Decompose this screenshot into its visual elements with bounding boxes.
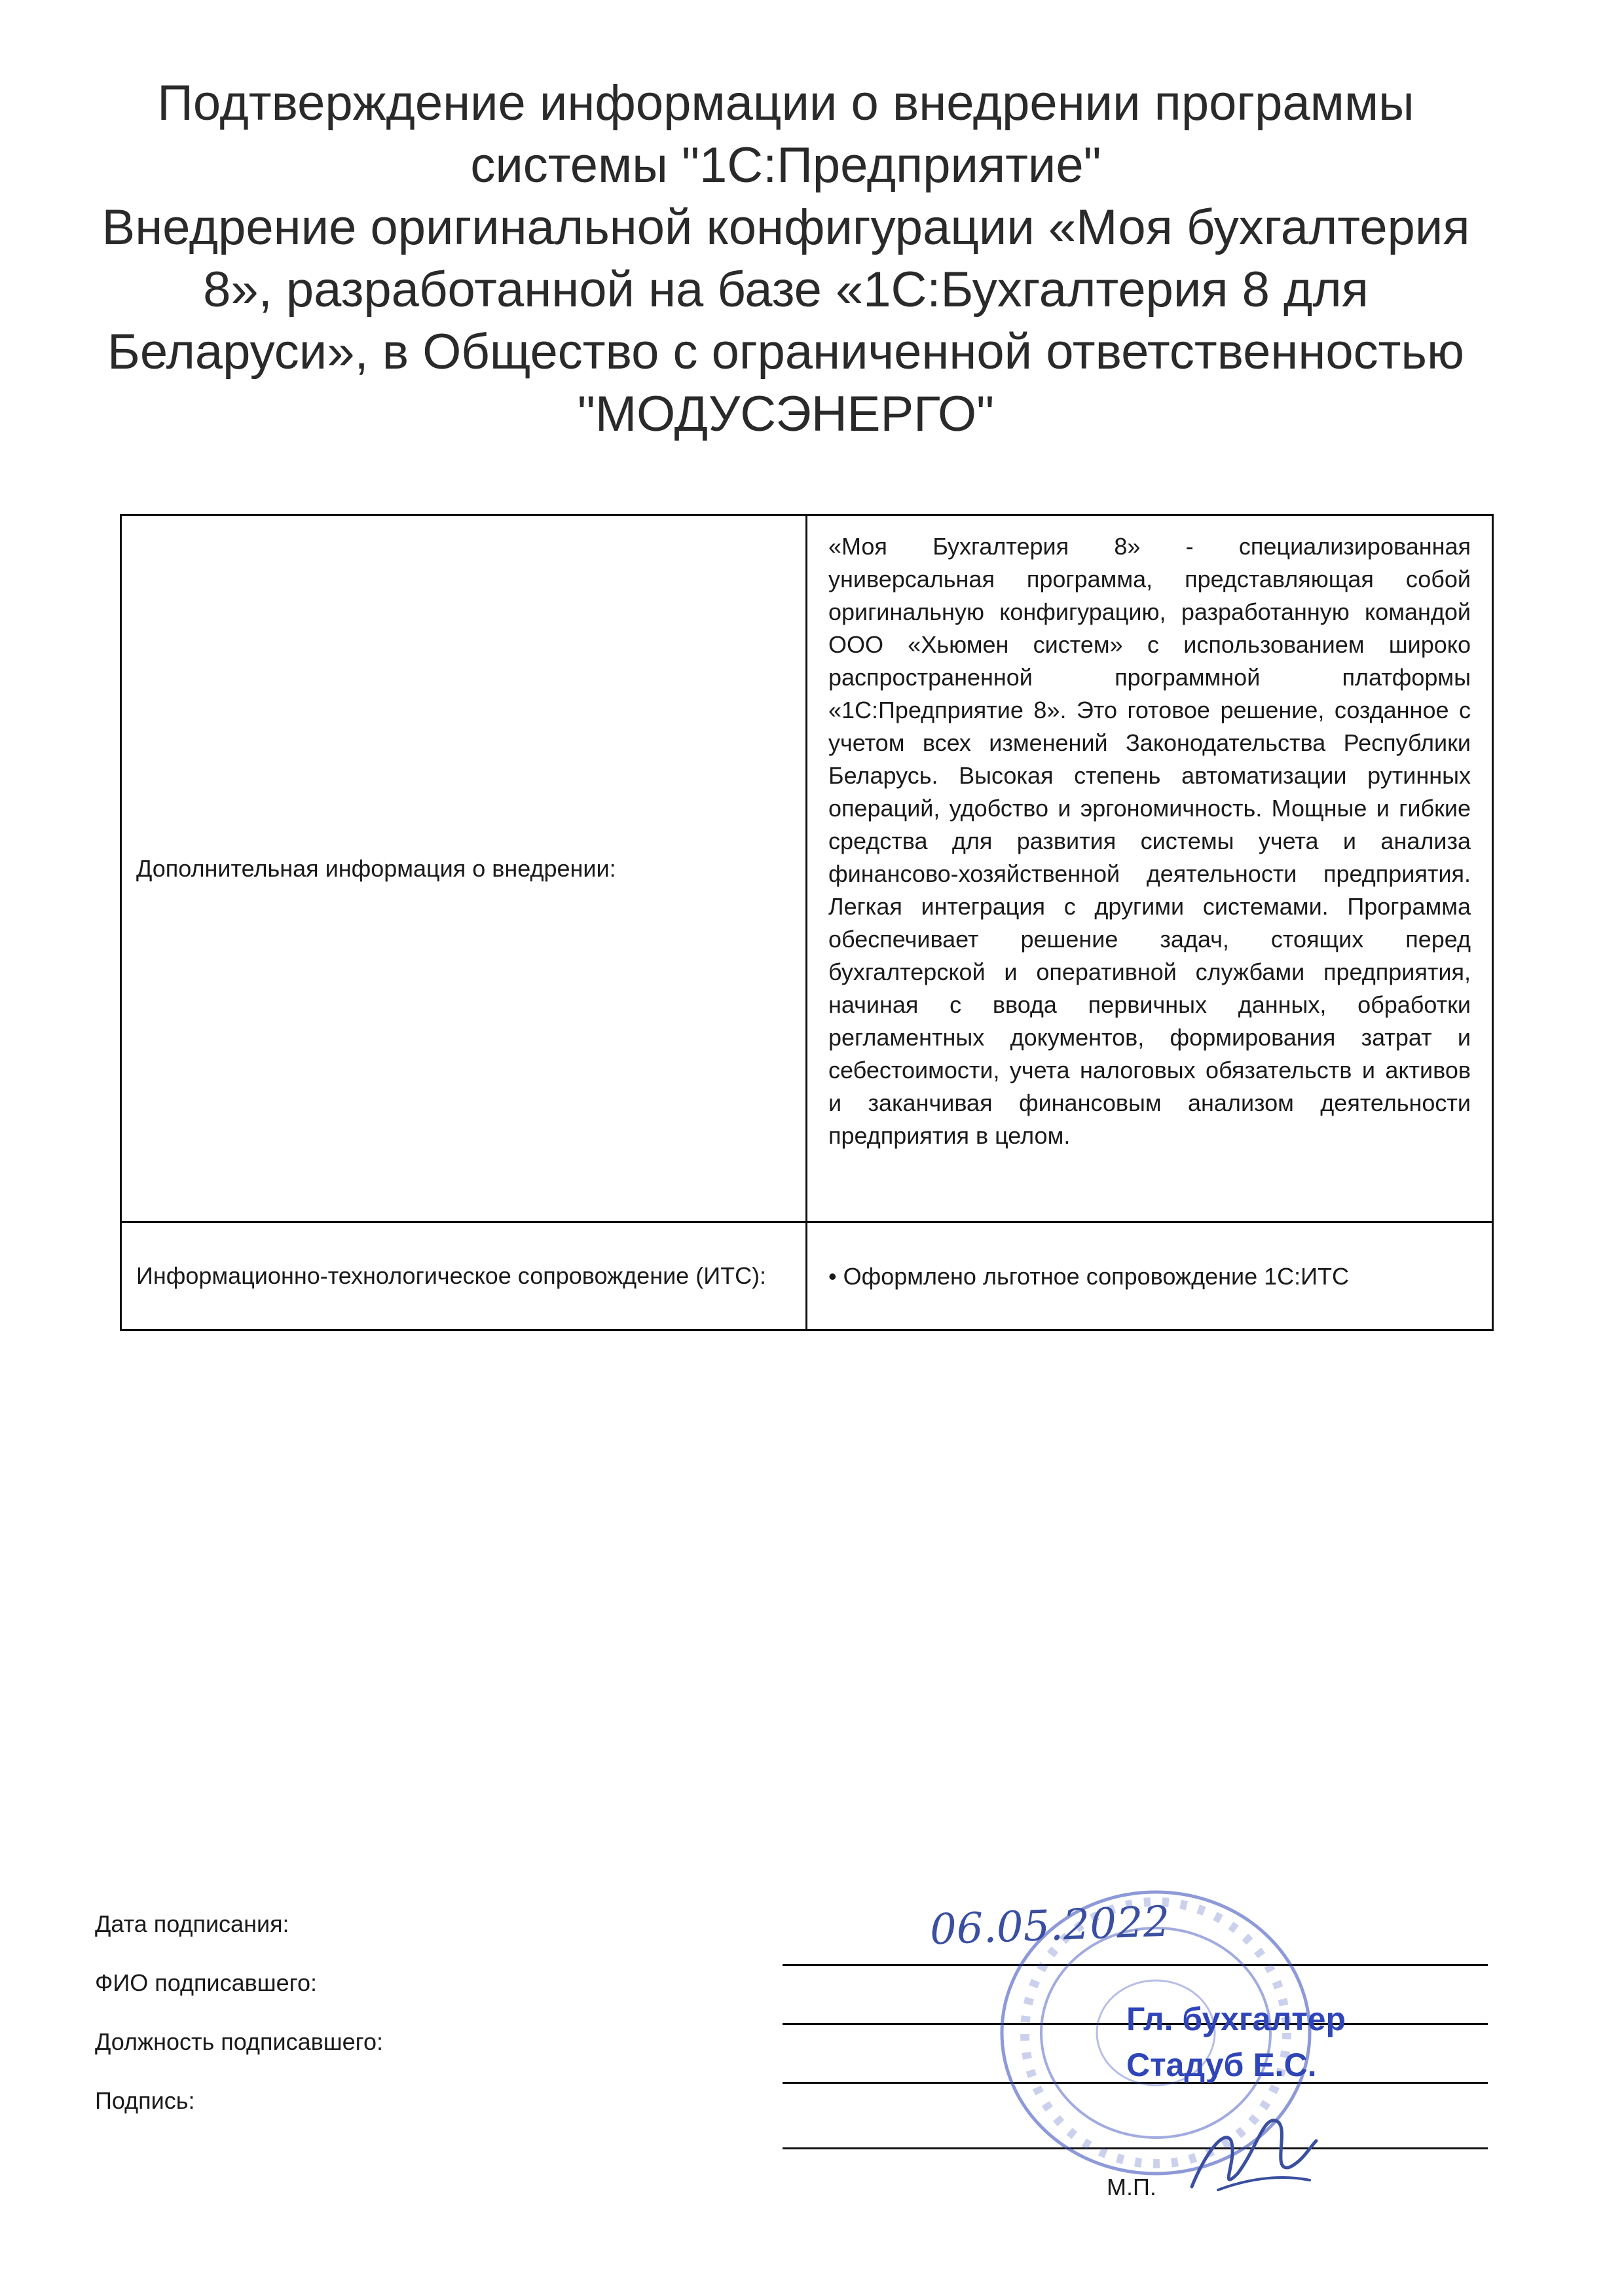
seal-place-label: М.П. xyxy=(1107,2174,1156,2200)
its-label: Информационно-технологическое сопровождение (ИТС): xyxy=(121,1222,807,1330)
title-line: 8», разработанной на базе «1С:Бухгалтерия 8 для xyxy=(203,262,1369,318)
signature-label: Подпись: xyxy=(95,2087,195,2114)
handwritten-signature xyxy=(1179,2075,1323,2206)
title-line: Подтверждение информации о внедрении программы xyxy=(157,75,1414,131)
additional-info-value: «Моя Бухгалтерия 8» - специализированная универсальная программа, представляющая собой оригинальную конфигурацию, разработанную командой ООО «Хьюмен систем» с использованием широко распространенной программной платформы «1С:Предприятие 8». Это готовое решение, созданное с учетом всех изменений Законодательства Республики Беларусь. Высокая степень автоматизации рутинных операций, удобство и эргономичность. Мощные и гибкие средства для развития системы учета и анализа финансово-хозяйственной деятельности предприятия. Легкая интеграция с другими системами. Программа обеспечивает решение задач, стоящих перед бухгалтерской и оперативной службами предприятия, начиная с ввода первичных данных, обработки регламентных документов, формирования затрат и себестоимости, учета налоговых обязательств и активов и заканчивая финансовым анализом деятельности предприятия в целом. xyxy=(807,515,1493,1222)
table-row xyxy=(121,515,1493,1222)
signer-name-stamp: Стадуб Е.С. xyxy=(1126,2047,1317,2083)
signing-date-handwritten: 06.05.2022 xyxy=(929,1897,1171,1955)
additional-info-label: Дополнительная информация о внедрении: xyxy=(121,515,807,1222)
document-title xyxy=(79,72,1493,445)
title-line: Внедрение оригинальной конфигурации «Моя бухгалтерия xyxy=(101,200,1470,255)
name-label: ФИО подписавшего: xyxy=(95,1969,317,1996)
title-line: системы "1С:Предприятие" xyxy=(470,137,1101,193)
signer-position-stamp: Гл. бухгалтер xyxy=(1126,2001,1346,2037)
its-value: • Оформлено льготное сопровождение 1С:ИТС xyxy=(807,1222,1493,1330)
position-label: Должность подписавшего: xyxy=(95,2028,383,2055)
implementation-info-table xyxy=(120,514,1494,1331)
title-line: "МОДУСЭНЕРГО" xyxy=(577,386,995,442)
table-row xyxy=(121,1222,1493,1330)
date-label: Дата подписания: xyxy=(95,1910,289,1937)
title-line: Беларуси», в Общество с ограниченной ответственностью xyxy=(107,324,1465,380)
